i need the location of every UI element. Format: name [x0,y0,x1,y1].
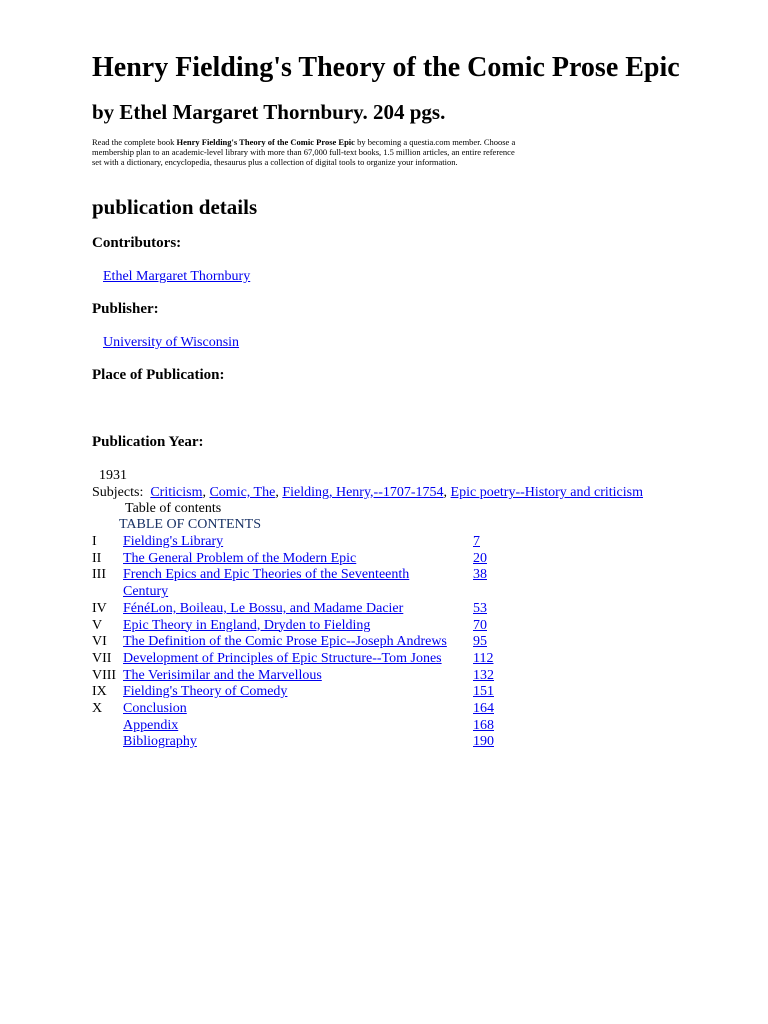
toc-page-link[interactable]: 168 [473,717,494,733]
toc-chapter-number: VII [92,650,112,666]
toc-chapter-number: IV [92,600,107,616]
toc-row [92,734,497,751]
publication-year-label: Publication Year: [92,434,204,450]
document-page [92,52,732,751]
place-of-publication-label: Place of Publication: [92,367,225,383]
blurb-before: Read the complete book [92,137,177,147]
book-title: Henry Fielding's Theory of the Comic Prose Epic [92,52,680,83]
toc-row [92,668,497,685]
toc-table [92,534,497,751]
toc-chapter-link[interactable]: Fielding's Library [123,534,224,549]
toc-chapter-number: III [92,567,106,583]
toc-chapter-number: II [92,550,102,566]
toc-chapter-link[interactable]: The General Problem of the Modern Epic [123,550,357,566]
subject-link-fielding[interactable]: Fielding, Henry,--1707-1754 [282,485,444,500]
toc-chapter-number: V [92,617,103,633]
toc-chapter-link[interactable]: Fielding's Theory of Comedy [123,684,288,700]
publisher-label: Publisher: [92,301,159,317]
place-of-publication-empty [92,384,732,418]
subjects-label: Subjects: [92,485,144,500]
toc-chapter-number: VIII [92,667,117,683]
toc-chapter-link[interactable]: Epic Theory in England, Dryden to Fielding [123,617,371,633]
toc-page-link[interactable]: 112 [473,650,494,666]
subjects-row: Subjects: Criticism, Comic, The, Fielding, Henry,--1707-1754, Epic poetry--History and criticism [92,485,643,500]
toc-chapter-number: IX [92,684,107,700]
toc-chapter-link[interactable]: Appendix [123,717,179,733]
blurb-book-title: Henry Fielding's Theory of the Comic Prose Epic [176,137,355,147]
toc-label: Table of contents [125,501,222,516]
toc-chapter-number: X [92,701,103,717]
publication-details-heading: publication details [92,195,258,219]
contributor-link[interactable]: Ethel Margaret Thornbury [103,269,251,284]
toc-row [92,651,497,668]
toc-chapter-number [92,734,123,751]
toc-page-link[interactable]: 95 [473,634,487,650]
toc-page-link[interactable]: 132 [473,667,494,683]
blurb-after: by becoming a questia.com member. Choose a membership plan to an academic-level library with more than 67,000 full-text books, 1.5 million articles, an entire reference set with a dictionary, encyclopedia, thesaurus plus a collection of digital tools to organize your information. [92,137,516,167]
toc-row [92,567,497,600]
toc-page-link[interactable]: 53 [473,600,487,616]
toc-row [92,701,497,718]
subject-link-criticism[interactable]: Criticism [150,485,203,500]
publication-year: 1931 [99,468,127,483]
contributor-row [103,268,732,285]
toc-row [92,634,497,651]
membership-blurb [92,137,522,167]
toc-heading: TABLE OF CONTENTS [119,517,261,532]
toc-row [92,718,497,735]
toc-chapter-number: VI [92,634,107,650]
toc-chapter-link[interactable]: Bibliography [123,734,197,750]
toc-chapter-link[interactable]: FénéLon, Boileau, Le Bossu, and Madame Dacier [123,600,404,616]
toc-row [92,551,497,568]
toc-chapter-link[interactable]: French Epics and Epic Theories of the Seventeenth Century [123,567,410,600]
subject-link-comic[interactable]: Comic, The [209,485,276,500]
toc-chapter-number [92,718,123,735]
publisher-row [103,334,732,351]
toc-page-link[interactable]: 70 [473,617,487,633]
toc-chapter-link[interactable]: The Definition of the Comic Prose Epic--Joseph Andrews [123,634,447,650]
toc-page-link[interactable]: 151 [473,684,494,700]
toc-page-link[interactable]: 164 [473,701,494,717]
author-byline: by Ethel Margaret Thornbury. 204 pgs. [92,100,446,124]
toc-chapter-link[interactable]: The Verisimilar and the Marvellous [123,667,322,683]
subject-link-epic-poetry[interactable]: Epic poetry--History and criticism [450,485,643,500]
toc-page-link[interactable]: 190 [473,734,494,750]
toc-chapter-link[interactable]: Development of Principles of Epic Structure--Tom Jones [123,650,442,666]
toc-row [92,684,497,701]
toc-page-link[interactable]: 20 [473,550,487,566]
toc-chapter-link[interactable]: Conclusion [123,701,187,717]
toc-chapter-number: I [92,534,97,549]
toc-page-link[interactable]: 38 [473,567,487,583]
toc-row [92,534,497,551]
publisher-link[interactable]: University of Wisconsin [103,335,240,350]
toc-row [92,601,497,618]
contributors-label: Contributors: [92,235,182,251]
toc-row [92,618,497,635]
toc-page-link[interactable]: 7 [473,534,480,549]
